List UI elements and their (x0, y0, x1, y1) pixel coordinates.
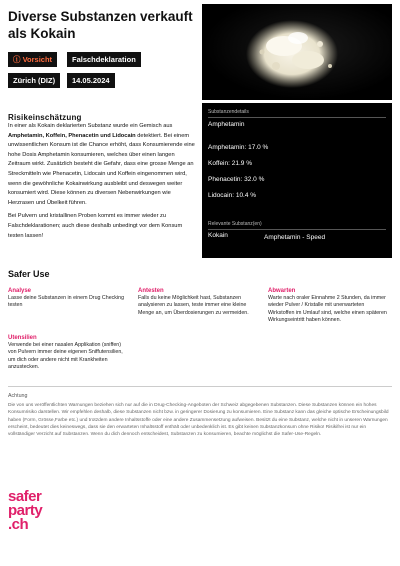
risk-text-post: detektiert. Bei einem unwissentlichen Konsum ist die Chance erhöht, dass Konsumierende eine hohe Dosis Amphetamin konsumieren, welches über einen langen Zeitraum wirkt. Zusätzlich besteht die Gefahr, dass eine grosse Menge an Streckmitteln wie Phenacetin, Lidocain und Koffein eingenommen wird, wenn die gewöhnliche Kokainwirkung ausbleibt und deswegen weiter konsumiert wird. Diese können zu diversen Nebenwirkungen wie Herzrasen und Übelkeit führen. (8, 132, 195, 206)
risk-text-pre: In einer als Kokain deklarierten Substanz wurde ein Gemisch aus (8, 123, 173, 129)
component-4: Lidocain: 10.4 % (208, 192, 257, 199)
details-name: Amphetamin (208, 121, 245, 128)
risk-paragraph-2: Bei Pulvern und kristallinen Proben kommt es immer wieder zu Falschdeklarationen; auch diese deshalb unbedingt vor dem Konsum testen lassen! (8, 213, 183, 239)
divider (208, 117, 386, 118)
safer-use-heading: Safer Use (8, 269, 50, 279)
section-utensilien-title: Utensilien (8, 335, 37, 341)
substance-photo (202, 4, 392, 100)
divider (208, 229, 386, 230)
details-label: Substanzendetails (208, 109, 249, 115)
logo-line-3: .ch (8, 516, 29, 533)
page-title: Diverse Substanzen verkauft als Kokain (8, 9, 193, 41)
risk-text-bold: Amphetamin, Koffein, Phenacetin und Lidocain (8, 132, 136, 139)
section-analyse-text: Lasse deine Substanzen in einem Drug Checking testen (8, 295, 125, 309)
section-abwarten-title: Abwarten (268, 288, 296, 294)
section-utensilien-text: Verwende bei einer nasalen Applikation (sniffen) von Pulvern immer deine eigenen Sniffutensilien, um dich oder andere nicht mit Krankheiten anzustecken. (8, 342, 123, 371)
section-antesten-title: Antesten (138, 288, 164, 294)
disclaimer-text: Die von uns veröffentlichten Warnungen beziehen sich nur auf die in Drug-Checking-Angeboten der Schweiz abgegebenen Substanzen. Diese Substanzen können ein hohes Konsumrisiko darstellen. Wir empfehlen deshalb, diese Substanzen nicht bzw. in geringerer Dosierung zu konsumieren. Eine Substanz kann das gleiche optische Erscheinungsbild haben (Form, Grösse,Farbe etc.) und trotzdem andere Inhaltsstoffe oder eine andere Zusammensetzung aufweisen. Besitzt du eine Substanz, welche nicht in unseren Warnungen erscheint, bedeutet dies keineswegs, dass sie den erwarteten Inhaltsstoff enthält oder unbedenklich ist. Es gibt keinen Substanzkonsum ohne Risiko! Risikifrei ist nur ein vollständiger Verzicht auf Substanzen. Wenn du dich dennoch entscheidest, Substanzen zu konsumieren, beachte möglichst die Safer-Use-Regeln. (8, 403, 389, 438)
disclaimer-heading: Achtung (8, 393, 28, 399)
warning-label: Vorsicht (22, 55, 53, 64)
logo-line-2: party (8, 502, 43, 519)
divider (8, 386, 392, 387)
relevant-label: Relevante Substanz(en) (208, 221, 262, 227)
section-abwarten-text: Warte nach oraler Einnahme 2 Stunden, da immer wieder Pulver / Kristalle mit unerwarteten Wirkstoffen im Umlauf sind, welche einen späteren Wirkungseintritt haben können. (268, 295, 387, 324)
component-3: Phenacetin: 32.0 % (208, 176, 265, 183)
component-1: Amphetamin: 17.0 % (208, 144, 269, 151)
relevant-name: Kokain (208, 232, 228, 239)
saferparty-logo[interactable] (8, 490, 58, 532)
logo-line-1: safer (8, 488, 42, 505)
risk-paragraph-1 (8, 122, 196, 208)
substance-details-panel (202, 103, 392, 258)
section-analyse-title: Analyse (8, 288, 32, 294)
risk-text (8, 122, 196, 245)
warning-badge (8, 52, 57, 67)
component-2: Koffein: 21.9 % (208, 160, 252, 167)
date-badge: 14.05.2024 (67, 73, 115, 88)
info-icon: ⓘ (13, 55, 21, 64)
section-antesten-text: Falls du keine Möglichkeit hast, Substanzen analysieren zu lassen, teste immer eine kleine Menge an, um Überdosierungen zu vermeiden. (138, 295, 249, 316)
relevant-value: Amphetamin - Speed (264, 234, 326, 241)
powder-image (202, 4, 392, 100)
type-badge: Falschdeklaration (67, 52, 141, 67)
location-badge: Zürich (DIZ) (8, 73, 60, 88)
risk-heading: Risikeinschätzung (8, 113, 82, 122)
